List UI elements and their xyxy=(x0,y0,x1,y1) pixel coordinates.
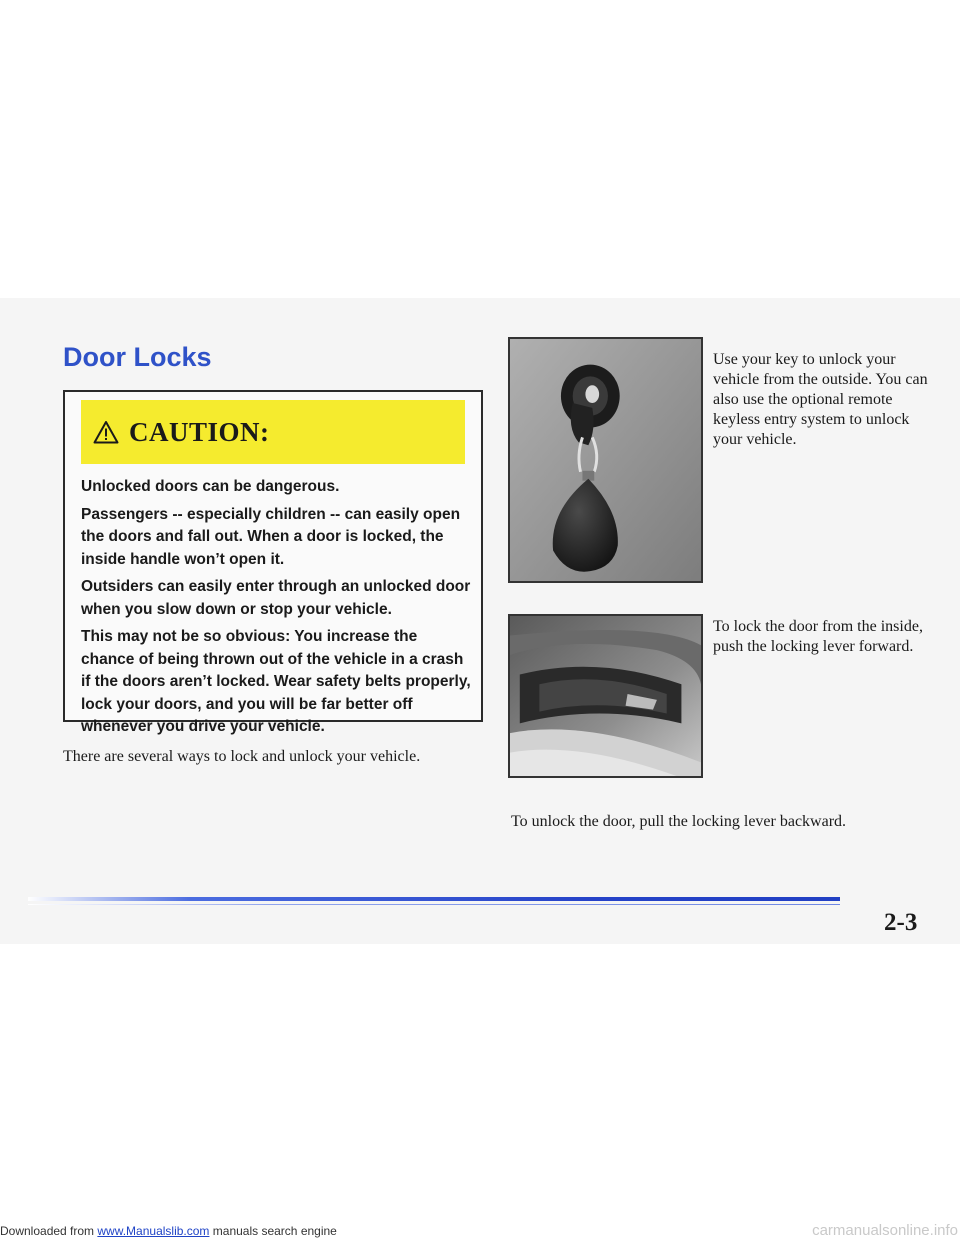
unlock-instructions: To unlock the door, pull the locking lever backward. xyxy=(511,813,847,830)
page-number: 2-3 xyxy=(884,909,918,936)
manualslib-link[interactable]: www.Manualslib.com xyxy=(97,1224,210,1238)
locking-lever-photo xyxy=(508,614,703,778)
caution-paragraph: This may not be so obvious: You increase the chance of being thrown out of the vehicle in a crash if the doors aren’t locked. Wear safety belts properly, lock your doors, and you will be far better off whenever you drive your vehicle. xyxy=(81,628,471,735)
download-suffix: manuals search engine xyxy=(209,1224,337,1238)
caution-paragraph: Unlocked doors can be dangerous. xyxy=(81,478,340,495)
footer-rule-thin xyxy=(28,904,840,905)
caution-label: CAUTION: xyxy=(129,416,270,447)
caution-paragraph: Outsiders can easily enter through an unlocked door when you slow down or stop your vehicle. xyxy=(81,578,471,618)
intro-text: There are several ways to lock and unlock your vehicle. xyxy=(63,748,421,765)
caution-box xyxy=(63,390,483,735)
download-prefix: Downloaded from xyxy=(0,1224,98,1238)
locking-lever-image xyxy=(510,616,701,776)
door-key-lock-photo xyxy=(508,337,703,583)
download-credit xyxy=(0,1224,337,1238)
lock-instructions: To lock the door from the inside, push the locking lever forward. xyxy=(713,618,923,655)
caution-header xyxy=(81,400,465,464)
page-title: Door Locks xyxy=(63,342,212,372)
site-watermark: carmanualsonline.info xyxy=(812,1222,958,1239)
footer-rule xyxy=(28,897,840,901)
warning-triangle-icon xyxy=(93,420,119,444)
caution-body xyxy=(81,476,473,744)
key-in-lock-image xyxy=(510,339,701,581)
caution-paragraph: Passengers -- especially children -- can easily open the doors and fall out. When a door is locked, the inside handle won’t open it. xyxy=(81,505,461,568)
key-instructions: Use your key to unlock your vehicle from the outside. You can also use the optional remote keyless entry system to unlock your vehicle. xyxy=(713,351,928,448)
